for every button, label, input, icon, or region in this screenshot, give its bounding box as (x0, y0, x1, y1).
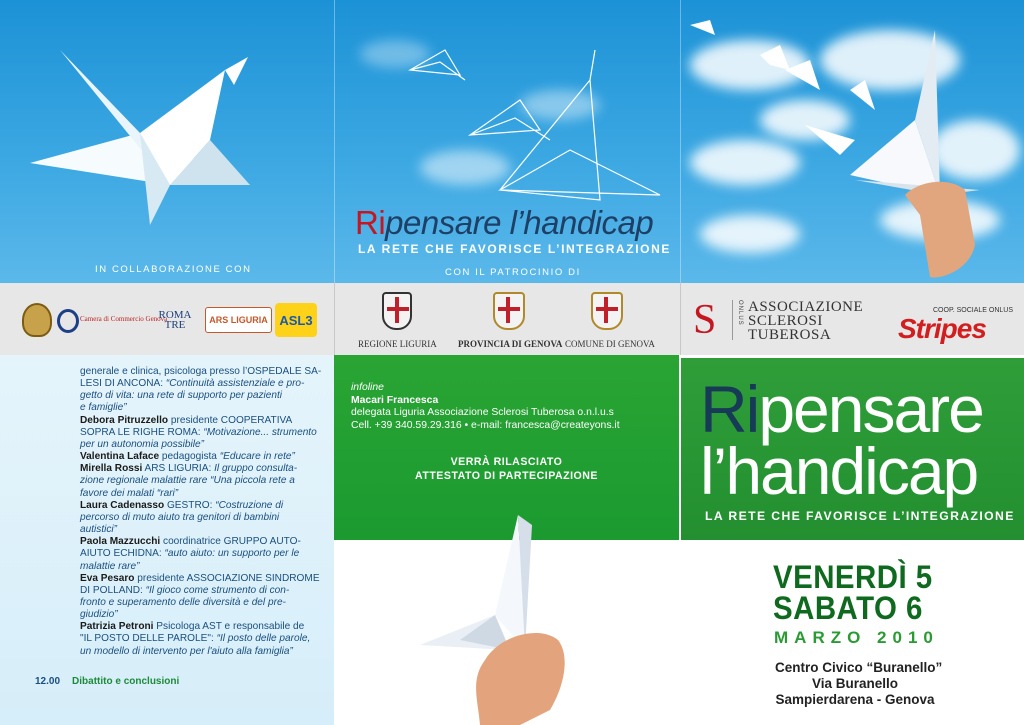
provincia-genova-crest-icon (487, 289, 531, 333)
infoline-text: infoline Macari Francesca delegata Liguria Associazione Sclerosi Tuberosa o.n.l.u.s Cell. +39 340.59.29.316 • e-mail: francesca@createyons.it (351, 382, 620, 431)
speaker-name: Valentina Laface (80, 451, 160, 463)
speaker-name: Patrizia Petroni (80, 621, 154, 633)
collaboration-label: IN COLLABORAZIONE CON (95, 264, 252, 275)
medical-logo (57, 310, 79, 332)
ars-liguria-logo: ARS LIGURIA (205, 307, 272, 333)
back-subtitle: LA RETE CHE FAVORISCE L’INTEGRAZIONE (358, 242, 671, 256)
cover-subtitle: LA RETE CHE FAVORISCE L’INTEGRAZIONE (705, 509, 1015, 523)
cover-title: Ripensare l’handicap (700, 372, 983, 508)
certificate-notice: VERRÀ RILASCIATO ATTESTATO DI PARTECIPAZIONE (415, 456, 598, 482)
provincia-genova-label: PROVINCIA DI GENOVA (458, 339, 563, 349)
comune-genova-crest-icon (585, 289, 629, 333)
sketch-cranes-illustration (400, 40, 670, 210)
speaker-name: Paola Mazzucchi (80, 536, 161, 548)
event-month: MARZO 2010 (774, 628, 939, 647)
regione-liguria-crest-icon (382, 291, 412, 331)
stripes-logo: Stripes (898, 313, 986, 344)
speaker-name: Laura Cadenasso (80, 499, 165, 511)
origami-crane-illustration (20, 45, 260, 245)
asl3-logo: ASL3 (275, 303, 317, 337)
sclerosi-tuberosa-logo-icon: S (693, 297, 717, 343)
patronage-label: CON IL PATROCINIO DI (445, 267, 581, 278)
roma-tre-logo: ROMA TRE (158, 309, 192, 331)
speaker-name: Mirella Rossi (80, 463, 143, 475)
panel-divider (334, 0, 335, 283)
event-dates: VENERDÌ 5 SABATO 6 (773, 559, 933, 626)
logo-divider (680, 283, 681, 355)
associazione-sclerosi-tuberosa-label: ASSOCIAZIONE SCLEROSI TUBEROSA (748, 299, 864, 343)
back-title: Ripensare l’handicap (355, 204, 654, 241)
onlus-label: ONLUS (732, 300, 743, 340)
flying-cranes-illustration (690, 15, 1020, 285)
speaker-name: Eva Pesaro (80, 572, 135, 584)
event-venue: Centro Civico “Buranello” Via Buranello Sampierdarena - Genova (775, 660, 943, 707)
panel-divider (680, 0, 681, 283)
speaker-name: Debora Pitruzzello (80, 414, 169, 426)
hand-with-crane-illustration (400, 510, 580, 725)
program-text: generale e clinica, psicologa presso l’OSPEDALE SA- LESI DI ANCONA: “Continuità assistenziale e pro- getto di vita: una rete di supporto per pazienti e famiglie” Debora Pitruzzello presidente COOPERATIVA SOPRA LE RIGHE ROMA: “Motivazione... strumento per un autonomia possibile” Valentina Laface pedagogista “Educare in rete” Mirella Rossi ARS LIGURIA: Il gruppo consulta- zione regionale malattie rare “Una piccola rete a favore dei malati “rari” Laura Cadenasso GESTRO: “Costruzione di percorso di muto aiuto tra genitori di bambini autistici” Paola Mazzucchi coordinatrice GRUPPO AUTO- AIUTO ECHIDNA: “auto aiuto: un supporto per le malattie rare” Eva Pesaro presidente ASSOCIAZIONE SINDROME DI POLLAND: “Il gioco come strumento di con- fronto e superamento delle diversità e del pre- giudizio” Patrizia Petroni Psicologa AST e responsabile de "IL POSTO DELLE PAROLE": “Il posto delle parole, un modello di intervento per l'aiuto alla famiglia” (80, 366, 322, 657)
commerce-chamber-logo: Camera di Commercio Genova (80, 315, 168, 323)
logo-divider (334, 283, 335, 355)
university-seal-logo (22, 300, 52, 340)
stripes-tagline: COOP. SOCIALE ONLUS (933, 307, 1014, 314)
comune-genova-label: COMUNE DI GENOVA (565, 339, 655, 349)
closing-session: 12.00 Dibattito e conclusioni (35, 676, 180, 687)
regione-liguria-label: REGIONE LIGURIA (358, 339, 437, 349)
